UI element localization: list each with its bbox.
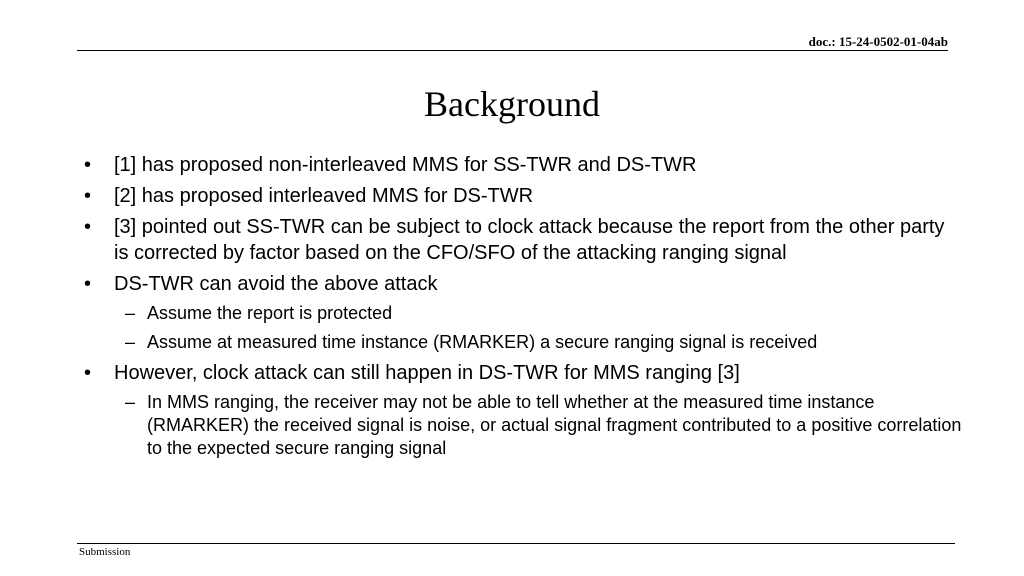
bullet-item [84,152,964,178]
bullet-item [84,271,964,297]
bullet-marker: • [84,154,92,176]
sub-bullet-marker: – [125,332,136,352]
bullet-text: However, clock attack can still happen in DS-TWR for MMS ranging [3] [114,362,740,384]
slide-body [84,152,964,466]
bullet-marker: • [84,185,92,207]
sub-bullet-text: Assume the report is protected [147,303,393,323]
bullet-marker: • [84,216,92,238]
bullet-item [84,360,964,386]
bullet-marker: • [84,273,92,295]
bullet-text: DS-TWR can avoid the above attack [114,273,438,295]
footer-divider [77,543,955,544]
sub-bullet-item [125,302,964,325]
doc-id: doc.: 15-24-0502-01-04ab [808,34,948,49]
sub-bullet-item [125,391,964,460]
bullet-marker: • [84,362,92,384]
bullet-text: [2] has proposed interleaved MMS for DS-TWR [114,185,534,207]
header-divider [77,50,948,51]
sub-bullet-text: In MMS ranging, the receiver may not be able to tell whether at the measured time instance (RMARKER) the received signal is noise, or actual signal fragment contributed to a positive correlation to the expected secure ranging signal [147,392,962,458]
bullet-item [84,214,964,266]
bullet-text: [3] pointed out SS-TWR can be subject to clock attack because the report from the other party is corrected by factor based on the CFO/SFO of the attacking ranging signal [114,216,945,264]
slide-title: Background [424,84,600,124]
footer-label: Submission [79,546,131,558]
sub-bullet-text: Assume at measured time instance (RMARKER) a secure ranging signal is received [147,332,818,352]
sub-bullet-marker: – [125,303,136,323]
sub-bullet-item [125,331,964,354]
bullet-text: [1] has proposed non-interleaved MMS for SS-TWR and DS-TWR [114,154,697,176]
bullet-item [84,183,964,209]
sub-bullet-marker: – [125,392,136,412]
